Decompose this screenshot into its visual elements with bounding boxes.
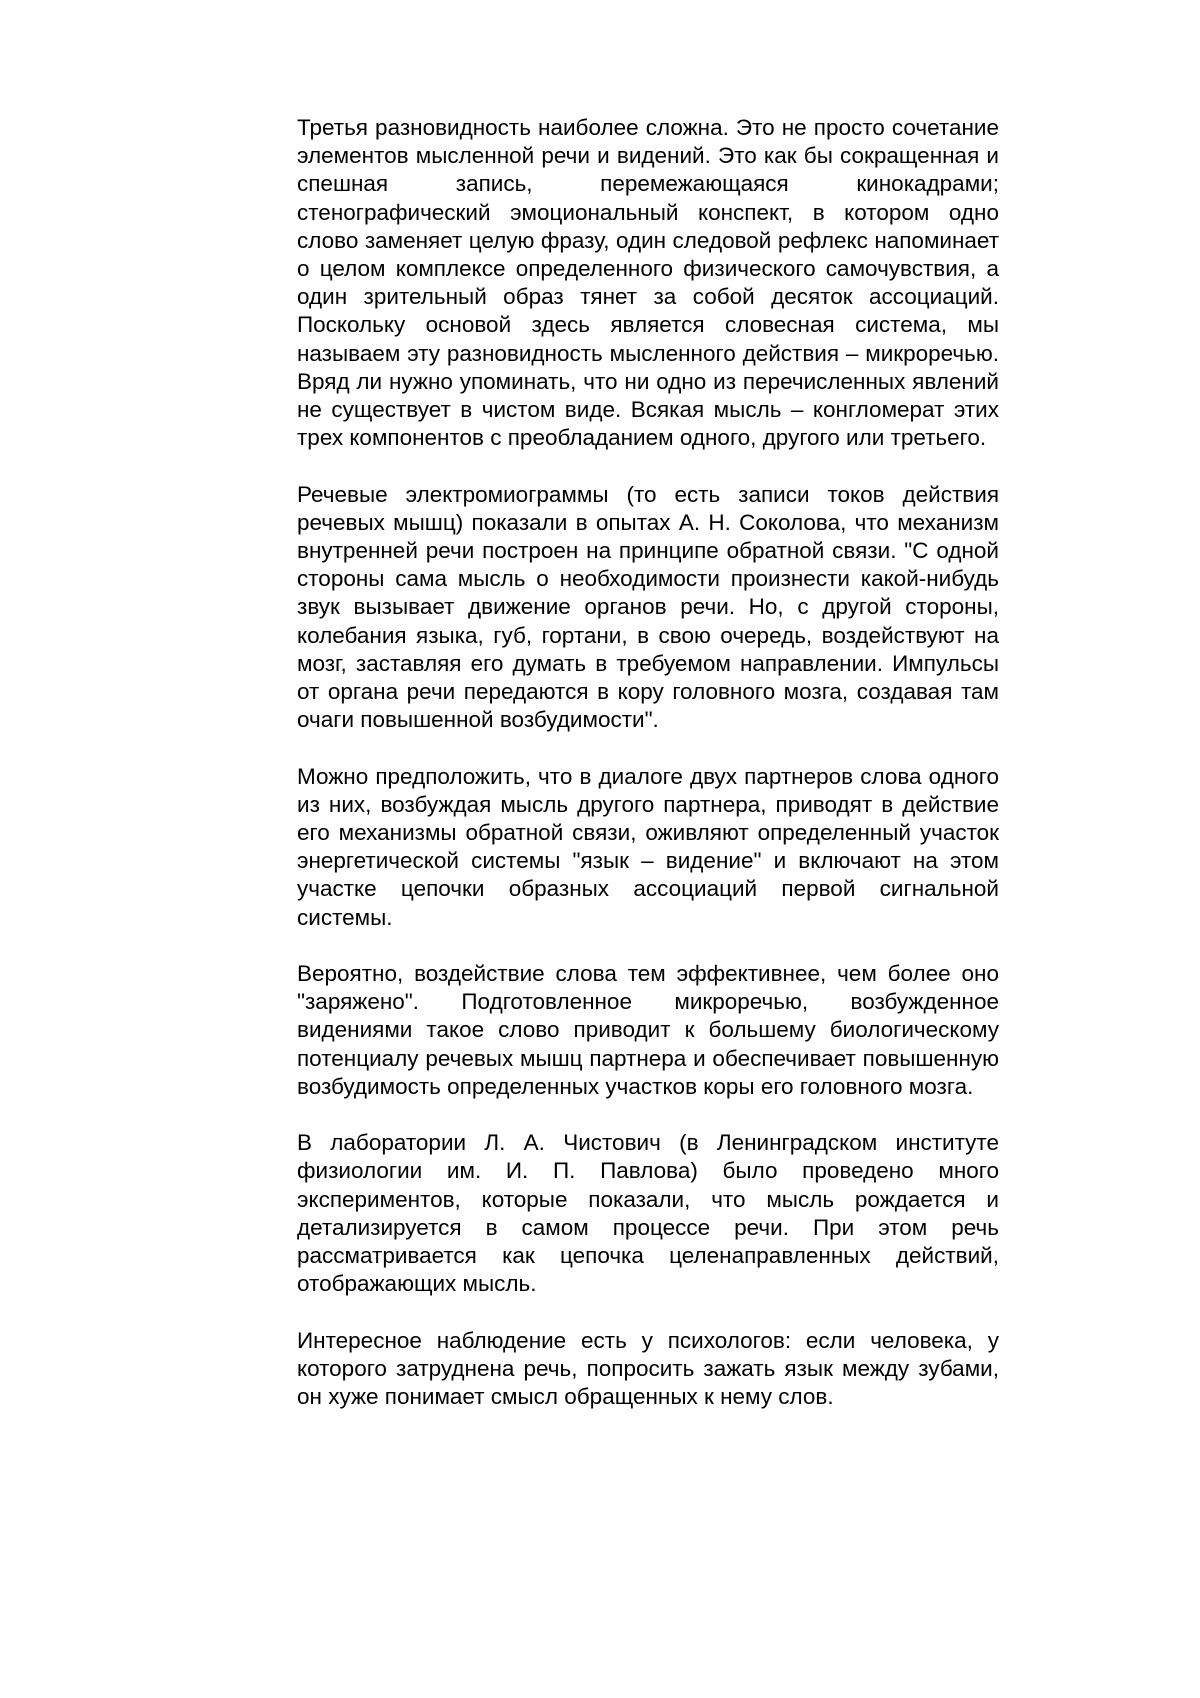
paragraph-microspeech: Третья разновидность наиболее сложна. Это не просто сочетание элементов мысленной речи и видений. Это как бы сокращенная и спешная запись, перемежающаяся кинокадрами; стенографический эмоциональный конспект, в котором одно слово заменяет целую фразу, один следовой рефлекс напоминает о целом комплексе определенного физического самочувствия, а один зрительный образ тянет за собой десяток ассоциаций. Поскольку основой здесь является словесная система, мы называем эту разновидность мысленного действия – микроречью. Вряд ли нужно упоминать, что ни одно из перечисленных явлений не существует в чистом виде. Всякая мысль – конгломерат этих трех компонентов с преобладанием одного, другого или третьего. <box>297 115 999 451</box>
paragraph-charged-word: Вероятно, воздействие слова тем эффективнее, чем более оно "заряжено". Подготовленное микроречью, возбужденное видениями такое слово приводит к большему биологическому потенциалу речевых мышц партнера и обеспечивает повышенную возбудимость определенных участков коры его головного мозга. <box>297 961 999 1099</box>
paragraph-dialogue: Можно предположить, что в диалоге двух партнеров слова одного из них, возбуждая мысль другого партнера, приводят в действие его механизмы обратной связи, оживляют определенный участок энергетической системы "язык – видение" и включают на этом участке цепочки образных ассоциаций первой сигнальной системы. <box>297 763 999 930</box>
document-page <box>297 114 999 1411</box>
paragraph-electromyograms: Речевые электромиограммы (то есть записи токов действия речевых мышц) показали в опытах А. Н. Соколова, что механизм внутренней речи построен на принципе обратной связи. "С одной стороны сама мысль о необходимости произнести какой-нибудь звук вызывает движение органов речи. Но, с другой стороны, колебания языка, губ, гортани, в свою очередь, воздействуют на мозг, заставляя его думать в требуемом направлении. Импульсы от органа речи передаются в кору головного мозга, создавая там очаги повышенной возбудимости". <box>297 481 999 733</box>
paragraph-laboratory: В лаборатории Л. А. Чистович (в Ленинградском институте физиологии им. И. П. Павлова) было проведено много экспериментов, которые показали, что мысль рождается и детализируется в самом процессе речи. При этом речь рассматривается как цепочка целенаправленных действий, отображающих мысль. <box>297 1130 999 1297</box>
paragraph-observation: Интересное наблюдение есть у психологов: если человека, у которого затруднена речь, попросить зажать язык между зубами, он хуже понимает смысл обращенных к нему слов. <box>297 1327 999 1410</box>
